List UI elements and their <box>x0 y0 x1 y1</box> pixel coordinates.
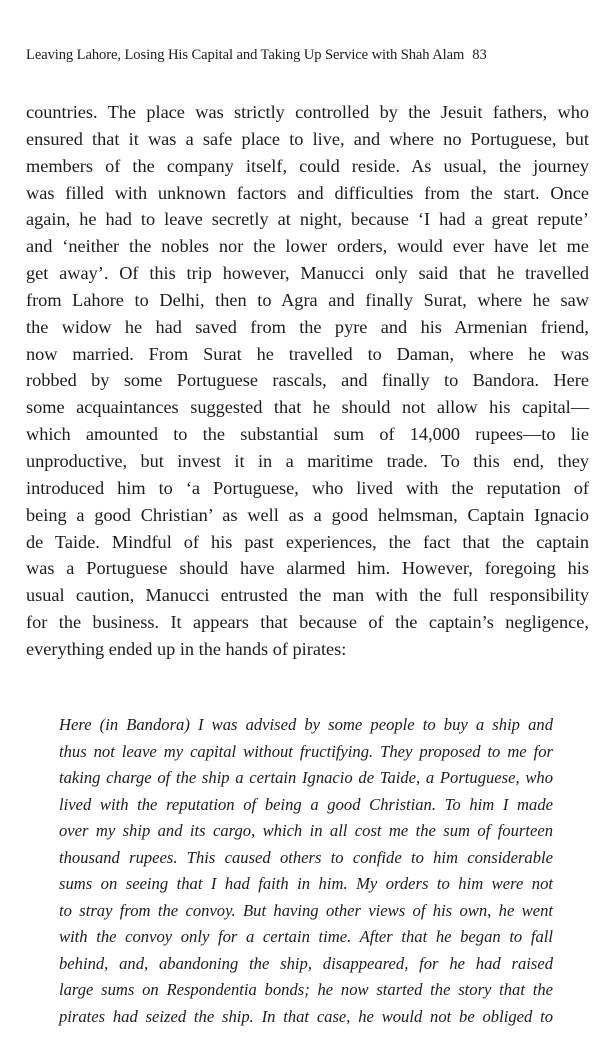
quote-line: sums on seeing that I had faith in him. My orders to him were not <box>59 874 553 893</box>
quote-line: lived with the reputation of being a good Christian. To him I made <box>59 794 553 814</box>
body-line: everything ended up in the hands of pirates: <box>26 638 347 659</box>
body-line: and ‘neither the nobles nor the lower orders, would ever have let me <box>26 236 589 257</box>
body-line: for the business. It appears that because of the captain’s negligence, <box>26 612 589 633</box>
quote-line: thousand rupees. This caused others to confide to him considerable <box>59 847 553 867</box>
body-line: robbed by some Portuguese rascals, and finally to Bandora. Here <box>26 370 589 391</box>
body-line: now married. From Surat he travelled to Daman, where he was <box>26 343 589 364</box>
block-quote <box>59 712 553 1030</box>
running-header <box>26 46 594 64</box>
quote-line: with the convoy only for a certain time. After that he began to fall <box>59 927 553 946</box>
body-line: de Taide. Mindful of his past experiences, the fact that the captain <box>26 531 589 552</box>
page-number: 83 <box>472 47 487 63</box>
quote-line: to stray from the convoy. But having other views of his own, he went <box>59 900 553 920</box>
quote-line: Here (in Bandora) I was advised by some people to buy a ship and <box>59 715 553 734</box>
body-line: members of the company itself, could reside. As usual, the journey <box>26 155 589 176</box>
body-line: the widow he had saved from the pyre and his Armenian friend, <box>26 316 589 337</box>
body-line: from Lahore to Delhi, then to Agra and finally Surat, where he saw <box>26 289 589 310</box>
body-line: some acquaintances suggested that he should not allow his capital— <box>26 397 589 418</box>
body-line: usual caution, Manucci entrusted the man with the full responsibility <box>26 585 589 606</box>
quote-line: behind, and, abandoning the ship, disappeared, for he had raised <box>59 953 553 973</box>
body-line: ensured that it was a safe place to live, and where no Portuguese, but <box>26 128 589 149</box>
body-line: introduced him to ‘a Portuguese, who lived with the reputation of <box>26 477 589 498</box>
body-line: was a Portuguese should have alarmed him. However, foregoing his <box>26 558 589 579</box>
quote-line: pirates had seized the ship. In that case, he would not be obliged to <box>59 1006 553 1026</box>
quote-line: thus not leave my capital without fructifying. They proposed to me for <box>59 741 553 761</box>
body-line: get away’. Of this trip however, Manucci only said that he travelled <box>26 263 589 284</box>
body-line: was filled with unknown factors and difficulties from the start. Once <box>26 182 589 203</box>
body-paragraph <box>26 99 589 663</box>
quote-line: large sums on Respondentia bonds; he now started the story that the <box>59 980 553 999</box>
body-line: countries. The place was strictly controlled by the Jesuit fathers, who <box>26 102 589 122</box>
body-line: again, he had to leave secretly at night, because ‘I had a great repute’ <box>26 209 589 230</box>
body-line: which amounted to the substantial sum of 14,000 rupees—to lie <box>26 424 589 445</box>
quote-line: over my ship and its cargo, which in all cost me the sum of fourteen <box>59 821 553 840</box>
running-title: Leaving Lahore, Losing His Capital and Taking Up Service with Shah Alam <box>26 47 465 63</box>
body-line: being a good Christian’ as well as a good helmsman, Captain Ignacio <box>26 504 589 525</box>
body-line: unproductive, but invest it in a maritime trade. To this end, they <box>26 450 589 471</box>
quote-line: taking charge of the ship a certain Ignacio de Taide, a Portuguese, who <box>59 768 553 787</box>
